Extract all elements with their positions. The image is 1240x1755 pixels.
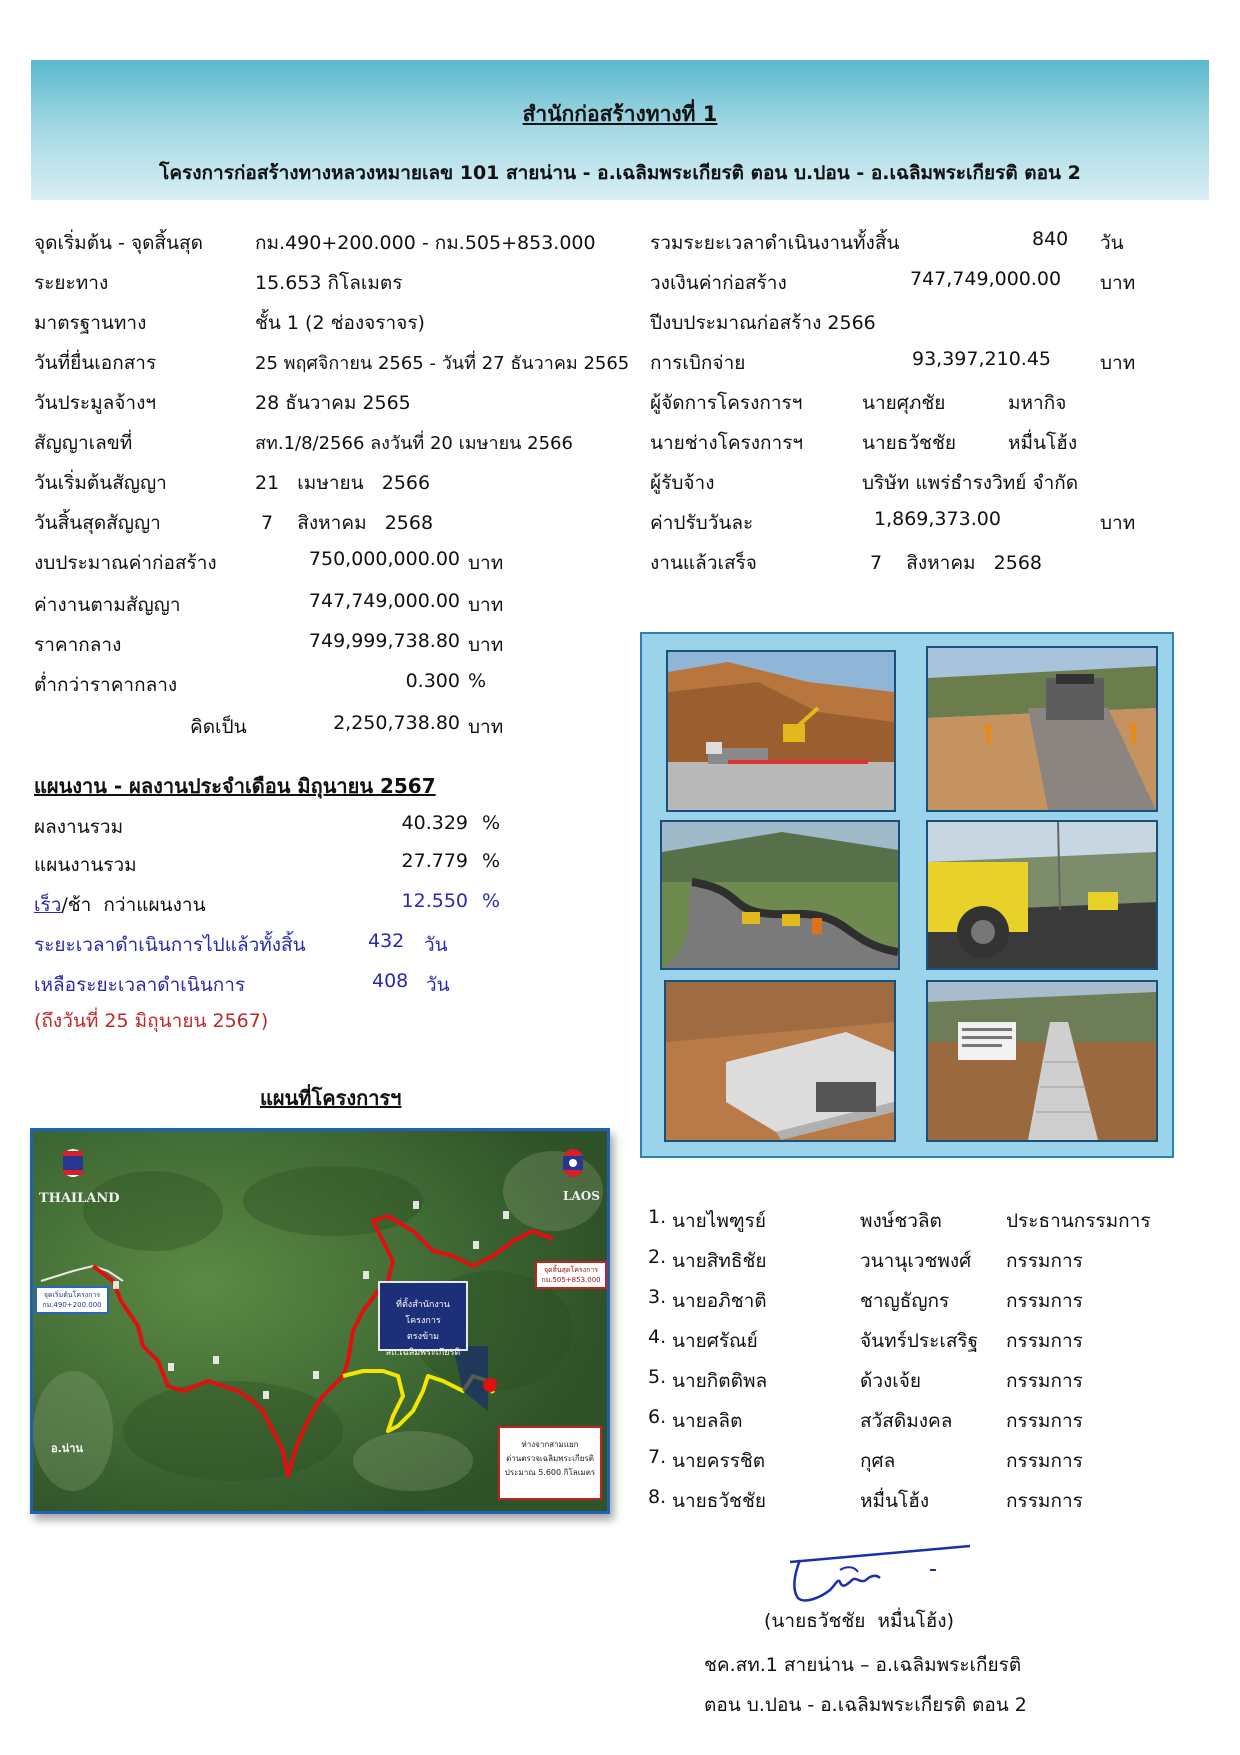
progress-title: แผนงาน - ผลงานประจำเดือน มิถุนายน 2567 (34, 774, 436, 798)
engineer-label: นายช่างโครงการฯ (650, 432, 804, 454)
info-label: วันเริ่มต้นสัญญา (34, 472, 167, 494)
money-value: 747,749,000.00 (308, 590, 460, 612)
member-first-name: นายธวัชชัย (672, 1490, 766, 1512)
site-office-box (378, 1281, 468, 1358)
info-value: 21 เมษายน 2566 (255, 472, 431, 494)
manager-first: นายศุภชัย (862, 392, 946, 414)
member-first-name: นายไพฑูรย์ (672, 1210, 766, 1232)
member-first-name: นายอภิชาติ (672, 1290, 767, 1312)
member-last-name: ชาญธัญกร (860, 1290, 950, 1312)
money-value: 749,999,738.80 (308, 630, 460, 652)
member-first-name: นายศรัณย์ (672, 1330, 758, 1352)
signer-position-2: ตอน บ.ปอน - อ.เฉลิมพระเกียรติ ตอน 2 (704, 1694, 1027, 1716)
diff-value: 12.550 (401, 890, 468, 912)
info-label: วันสิ้นสุดสัญญา (34, 512, 161, 534)
member-no: 8. (648, 1486, 667, 1508)
member-last-name: วนานุเวชพงศ์ (860, 1250, 972, 1272)
fiscal-year: ปีงบประมาณก่อสร้าง 2566 (650, 312, 876, 334)
money-value: 2,250,738.80 (333, 712, 460, 734)
member-no: 1. (648, 1206, 667, 1228)
info-value: 28 ธันวาคม 2565 (255, 392, 411, 414)
office-title: สำนักก่อสร้างทางที่ 1 (522, 102, 718, 126)
office-line2: ตรงข้าม สถ.เฉลิมพระเกียรติ (385, 1332, 461, 1358)
info-value: ชั้น 1 (2 ช่องจราจร) (255, 312, 425, 334)
info-value: กม.490+200.000 - กม.505+853.000 (255, 232, 596, 254)
thailand-label: THAILAND (39, 1191, 120, 1206)
elapsed-label: ระยะเวลาดำเนินการไปแล้วทั้งสิ้น (34, 934, 306, 956)
ahead-behind-label (34, 890, 206, 920)
photo-road-milling (926, 646, 1158, 812)
money-unit: บาท (468, 594, 504, 616)
member-role: กรรมการ (1006, 1410, 1083, 1432)
info-label: วันประมูลจ้างฯ (34, 392, 157, 414)
member-first-name: นายลลิต (672, 1410, 743, 1432)
photo-paving-road (660, 820, 900, 970)
money-value: 750,000,000.00 (308, 548, 460, 570)
pct-sign: % (482, 812, 501, 834)
member-last-name: พงษ์ชวลิต (860, 1210, 942, 1232)
member-role: กรรมการ (1006, 1290, 1083, 1312)
member-last-name: จันทร์ประเสริฐ (860, 1330, 979, 1352)
days-unit: วัน (426, 974, 450, 996)
pct-sign: % (482, 890, 501, 912)
penalty-unit: บาท (1100, 512, 1136, 534)
budget-label: วงเงินค่าก่อสร้าง (650, 272, 787, 294)
member-first-name: นายกิตติพล (672, 1370, 768, 1392)
project-map (30, 1128, 610, 1514)
project-title: โครงการก่อสร้างทางหลวงหมายเลข 101 สายน่าน - อ.เฉลิมพระเกียรติ ตอน บ.ปอน - อ.เฉลิมพระเกียรติ ตอน 2 (159, 162, 1081, 184)
distance-line1: ห่างจากสามแยก (521, 1440, 579, 1449)
signer-position-1: ชค.สท.1 สายน่าน – อ.เฉลิมพระเกียรติ (704, 1654, 1022, 1676)
penalty-label: ค่าปรับวันละ (650, 512, 754, 534)
office-pin-icon (483, 1378, 497, 1392)
budget-unit: บาท (1100, 272, 1136, 294)
member-last-name: สวัสดิมงคล (860, 1410, 953, 1432)
money-label: งบประมาณค่าก่อสร้าง (34, 552, 217, 574)
engineer-last: หมื่นโฮ้ง (1008, 432, 1078, 454)
start-point-box: จุดเริ่มต้นโครงการ กม.490+200.000 (35, 1286, 109, 1314)
member-role: ประธานกรรมการ (1006, 1210, 1151, 1232)
member-role: กรรมการ (1006, 1370, 1083, 1392)
total-days-unit: วัน (1100, 232, 1124, 254)
fast-label: เร็ว (34, 894, 62, 916)
office-line1: ที่ตั้งสำนักงานโครงการ (396, 1300, 450, 1326)
money-label: ราคากลาง (34, 634, 122, 656)
money-unit: บาท (468, 552, 504, 574)
money-label: ต่ำกว่าราคากลาง (34, 674, 178, 696)
money-unit: % (468, 670, 487, 692)
disbursement-unit: บาท (1100, 352, 1136, 374)
finish-value: 7 สิงหาคม 2568 (870, 552, 1043, 574)
photo-road-roller (926, 820, 1158, 970)
member-role: กรรมการ (1006, 1450, 1083, 1472)
member-first-name: นายครรชิต (672, 1450, 766, 1472)
info-value: 25 พฤศจิกายน 2565 - วันที่ 27 ธันวาคม 2565 (255, 353, 630, 374)
info-label: วันที่ยื่นเอกสาร (34, 352, 157, 374)
end-point-box: จุดสิ้นสุดโครงการ กม.505+853.000 (535, 1261, 607, 1289)
member-no: 2. (648, 1246, 667, 1268)
remaining-value: 408 (372, 970, 409, 992)
disbursement-label: การเบิกจ่าย (650, 352, 746, 374)
signer-name: (นายธวัชชัย หมื่นโฮ้ง) (764, 1610, 954, 1632)
total-days-value: 840 (1032, 228, 1069, 250)
distance-note-box (498, 1426, 602, 1500)
info-label: มาตรฐานทาง (34, 312, 147, 334)
member-no: 6. (648, 1406, 667, 1428)
slow-label: /ช้า กว่าแผนงาน (61, 894, 206, 916)
member-first-name: นายสิทธิชัย (672, 1250, 767, 1272)
member-no: 7. (648, 1446, 667, 1468)
member-no: 4. (648, 1326, 667, 1348)
info-label: สัญญาเลขที่ (34, 432, 133, 454)
as-of-date: (ถึงวันที่ 25 มิถุนายน 2567) (34, 1010, 269, 1032)
budget-value: 747,749,000.00 (910, 268, 1062, 290)
header-banner (31, 60, 1209, 200)
contractor-label: ผู้รับจ้าง (650, 472, 715, 494)
nan-label: อ.น่าน (51, 1442, 84, 1455)
info-value: 15.653 กิโลเมตร (255, 272, 403, 294)
distance-line3: ประมาณ 5.600 กิโลเมตร (504, 1468, 596, 1477)
actual-label: ผลงานรวม (34, 816, 124, 838)
pct-sign: % (482, 850, 501, 872)
remaining-label: เหลือระยะเวลาดำเนินการ (34, 974, 246, 996)
photo-drainage-pipes (926, 980, 1158, 1142)
laos-label: LAOS (563, 1189, 600, 1203)
finish-label: งานแล้วเสร็จ (650, 552, 757, 574)
plan-value: 27.779 (401, 850, 468, 872)
member-role: กรรมการ (1006, 1490, 1083, 1512)
money-label: คิดเป็น (190, 716, 247, 738)
map-title: แผนที่โครงการฯ (260, 1086, 402, 1110)
distance-line2: ด่านตรวจเฉลิมพระเกียรติ (506, 1454, 594, 1463)
construction-photos (640, 632, 1174, 1158)
manager-last: มหากิจ (1008, 392, 1067, 414)
engineer-first: นายธวัชชัย (862, 432, 956, 454)
total-days-label: รวมระยะเวลาดำเนินงานทั้งสิ้น (650, 232, 900, 254)
elapsed-value: 432 (368, 930, 405, 952)
member-role: กรรมการ (1006, 1250, 1083, 1272)
laos-flag-icon (563, 1149, 583, 1177)
info-label: จุดเริ่มต้น - จุดสิ้นสุด (34, 232, 203, 254)
photo-slope-excavation (666, 650, 896, 812)
money-value: 0.300 (405, 670, 460, 692)
money-unit: บาท (468, 716, 504, 738)
photo-box-culvert (664, 980, 896, 1142)
contractor-value: บริษัท แพร่ธำรงวิทย์ จำกัด (862, 472, 1079, 494)
info-label: ระยะทาง (34, 272, 109, 294)
money-label: ค่างานตามสัญญา (34, 594, 181, 616)
member-no: 3. (648, 1286, 667, 1308)
member-last-name: ด้วงเจ้ย (860, 1370, 922, 1392)
plan-label: แผนงานรวม (34, 854, 137, 876)
member-last-name: กุศล (860, 1450, 896, 1472)
handwritten-signature (780, 1540, 980, 1610)
manager-label: ผู้จัดการโครงการฯ (650, 392, 803, 414)
member-role: กรรมการ (1006, 1330, 1083, 1352)
info-value: สท.1/8/2566 ลงวันที่ 20 เมษายน 2566 (255, 433, 573, 454)
thailand-flag-icon (63, 1149, 83, 1177)
money-unit: บาท (468, 634, 504, 656)
days-unit: วัน (424, 934, 448, 956)
actual-value: 40.329 (401, 812, 468, 834)
member-last-name: หมื่นโฮ้ง (860, 1490, 930, 1512)
penalty-value: 1,869,373.00 (874, 508, 1001, 530)
member-no: 5. (648, 1366, 667, 1388)
disbursement-value: 93,397,210.45 (912, 348, 1052, 370)
info-value: 7 สิงหาคม 2568 (255, 512, 434, 534)
